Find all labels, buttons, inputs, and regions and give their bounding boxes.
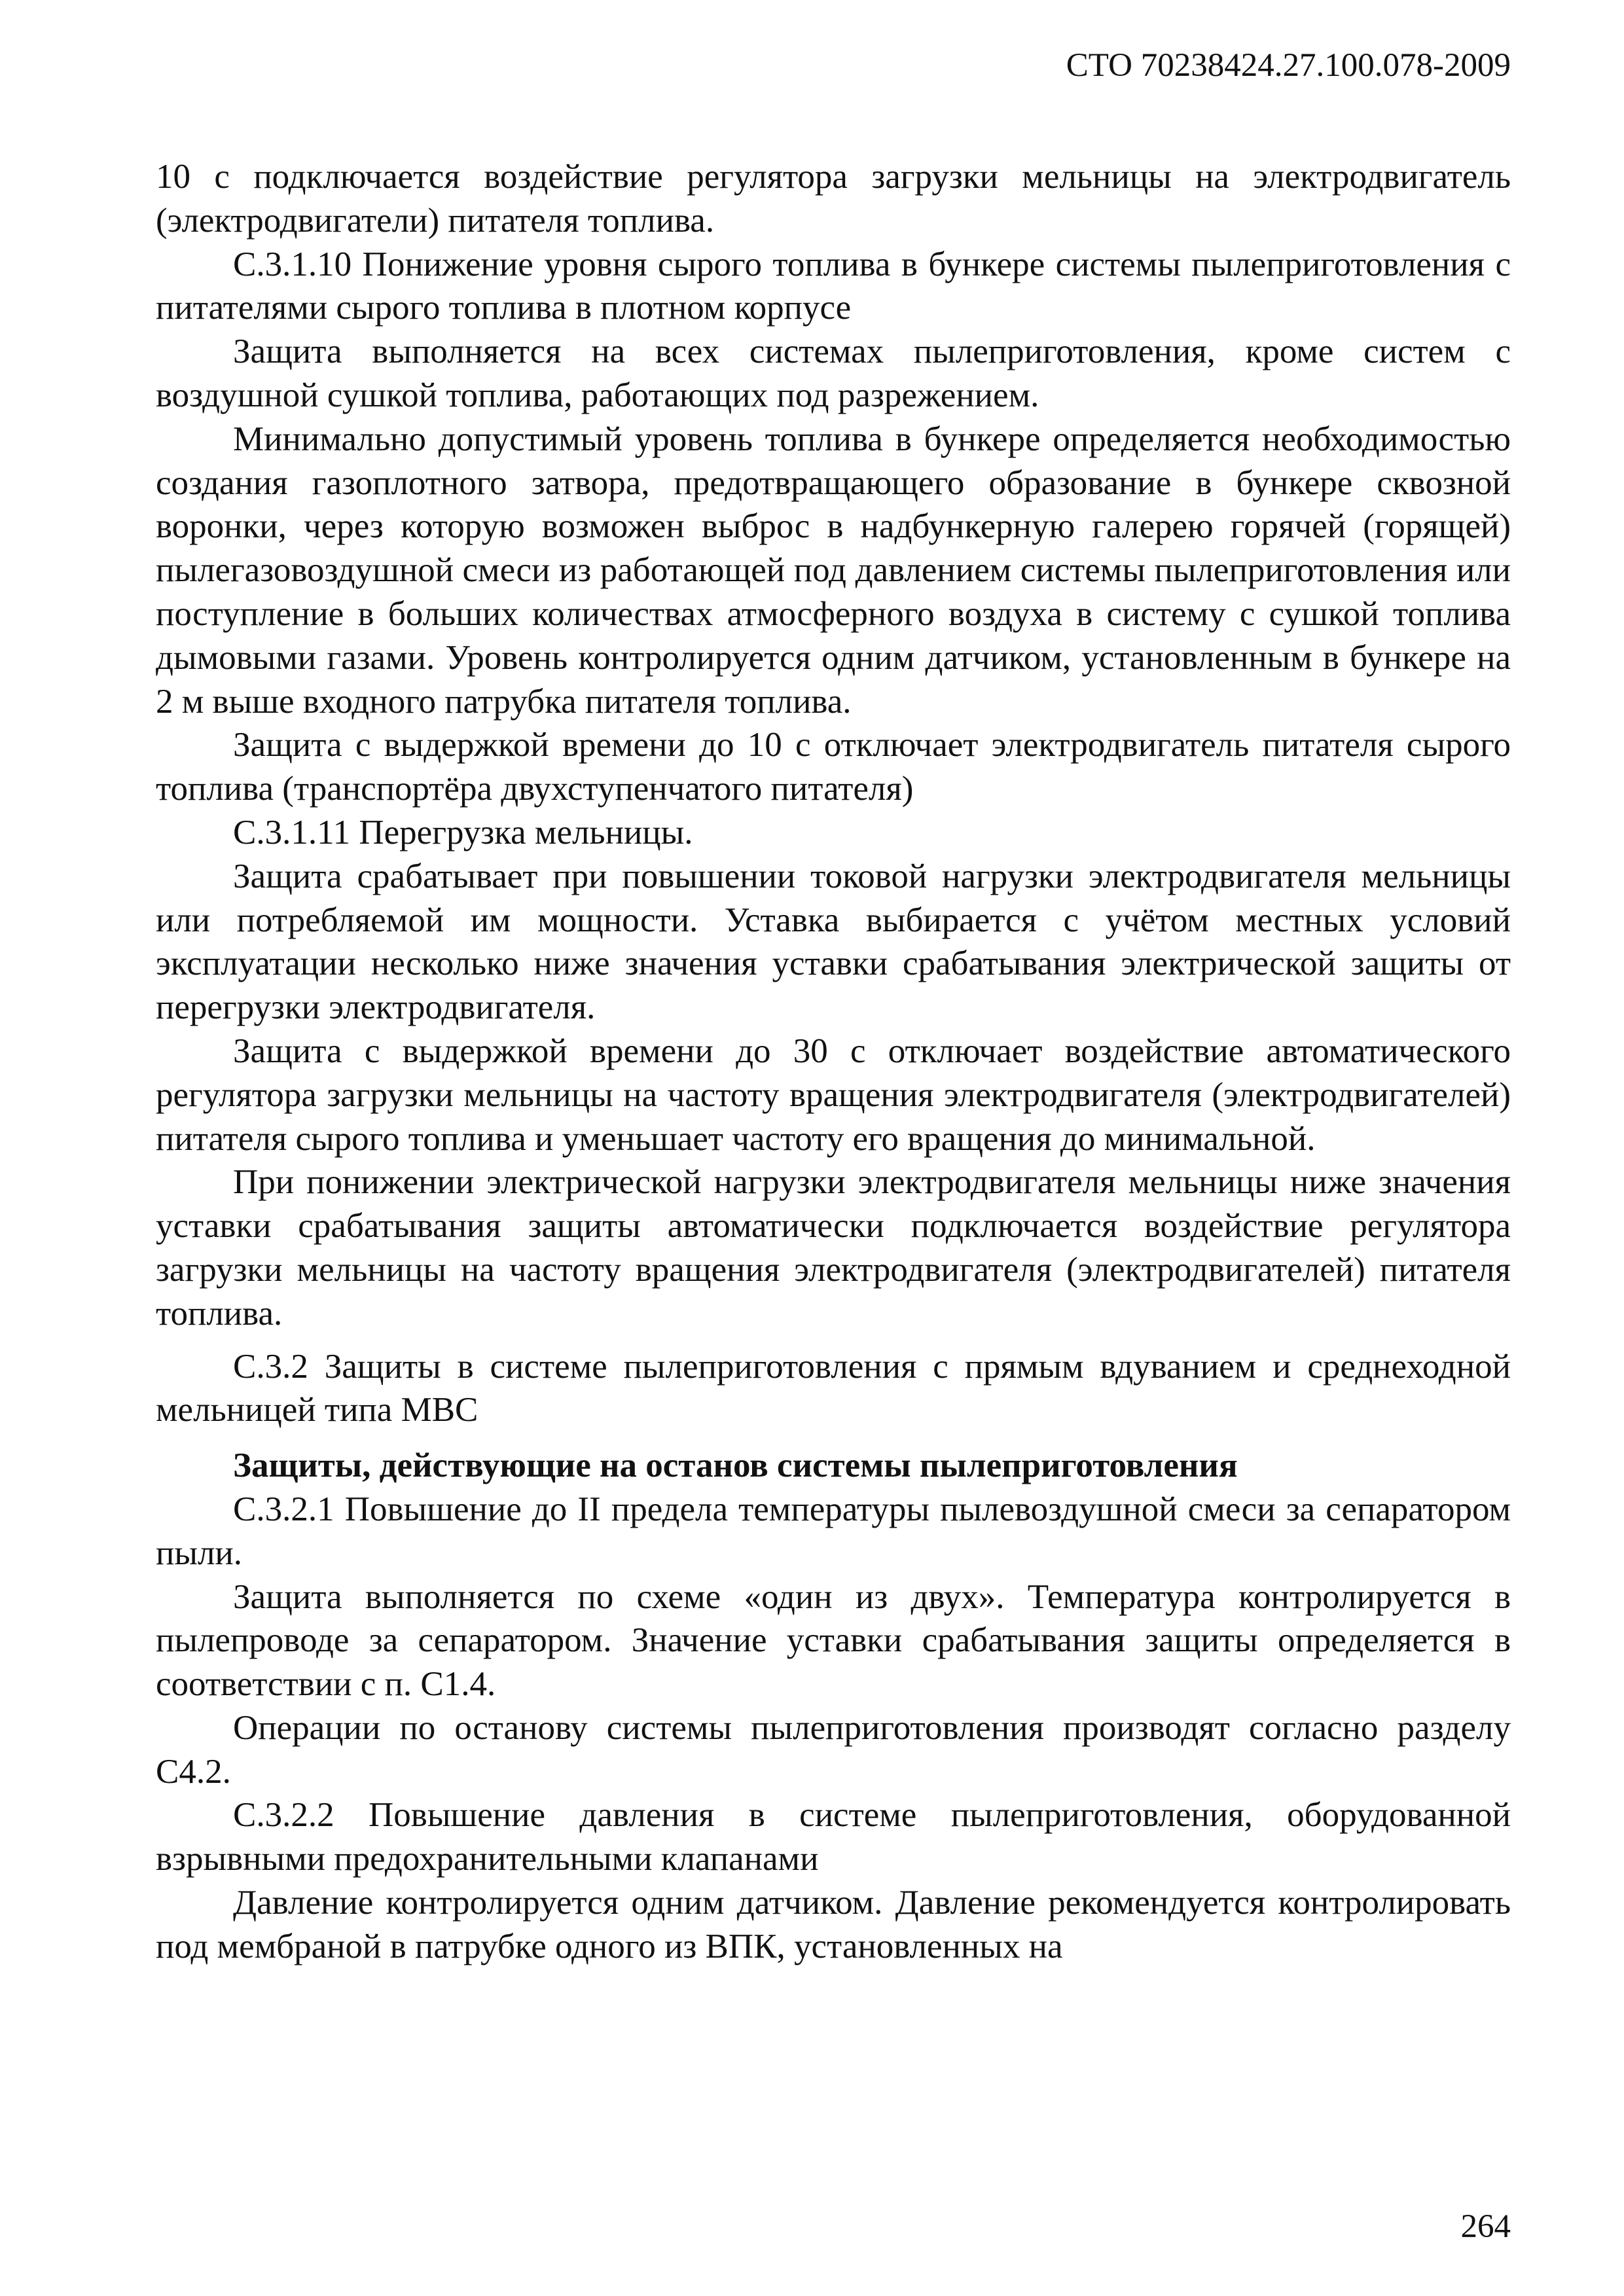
paragraph: Операции по останову системы пылеприготовления производят согласно разделу С4.2.: [156, 1708, 1511, 1791]
section-subheading: Защиты, действующие на останов системы пылеприготовления: [233, 1446, 1238, 1485]
clause-heading-c-3-1-11: С.3.1.11 Перегрузка мельницы.: [233, 813, 693, 852]
paragraph: Давление контролируется одним датчиком. Давление рекомендуется контролировать под мембраной в патрубке одного из ВПК, установленных на: [156, 1884, 1511, 1965]
paragraph: Защита выполняется по схеме «один из двух». Температура контролируется в пылепроводе за сепаратором. Значение уставки срабатывания защиты определяется в соответствии с п. С1.4.: [156, 1577, 1511, 1704]
clause-heading-c-3-2-2: С.3.2.2 Повышение давления в системе пылеприготовления, оборудованной взрывными предохранительными клапанами: [156, 1796, 1511, 1878]
document-code-header: СТО 70238424.27.100.078-2009: [1066, 47, 1511, 84]
clause-heading-c-3-1-10: С.3.1.10 Понижение уровня сырого топлива в бункере системы пылеприготовления с питателями сырого топлива в плотном корпусе: [156, 245, 1511, 327]
clause-heading-c-3-2: С.3.2 Защиты в системе пылеприготовления с прямым вдуванием и среднеходной мельницей типа МВС: [156, 1347, 1511, 1429]
clause-heading-c-3-2-1: С.3.2.1 Повышение до II предела температуры пылевоздушной смеси за сепаратором пыли.: [156, 1490, 1511, 1572]
paragraph-continuation: 10 с подключается воздействие регулятора загрузки мельницы на электродвигатель (электродвигатели) питателя топлива.: [156, 158, 1511, 240]
paragraph: Защита с выдержкой времени до 10 с отключает электродвигатель питателя сырого топлива (транспортёра двухступенчатого питателя): [156, 726, 1511, 808]
paragraph: Минимально допустимый уровень топлива в бункере определяется необходимостью создания газоплотного затвора, предотвращающего образование в бункере сквозной воронки, через которую возможен выброс в надбункерную галерею горячей (горящей) пылегазовоздушной смеси из работающей под давлением системы пылеприготовления или поступление в больших количествах атмосферного воздуха в систему с сушкой топлива дымовыми газами. Уровень контролируется одним датчиком, установленным в бункере на 2 м выше входного патрубка питателя топлива.: [156, 420, 1511, 721]
document-body: [156, 155, 1511, 1969]
page-number: 264: [1460, 2208, 1511, 2245]
paragraph: Защита с выдержкой времени до 30 с отключает воздействие автоматического регулятора загрузки мельницы на частоту вращения электродвигателя (электродвигателей) питателя сырого топлива и уменьшает частоту его вращения до минимальной.: [156, 1031, 1511, 1158]
paragraph: Защита выполняется на всех системах пылеприготовления, кроме систем с воздушной сушкой топлива, работающих под разрежением.: [156, 332, 1511, 414]
paragraph: Защита срабатывает при повышении токовой нагрузки электродвигателя мельницы или потребляемой им мощности. Уставка выбирается с учётом местных условий эксплуатации несколько ниже значения уставки срабатывания электрической защиты от перегрузки электродвигателя.: [156, 857, 1511, 1027]
paragraph: При понижении электрической нагрузки электродвигателя мельницы ниже значения уставки срабатывания защиты автоматически подключается воздействие регулятора загрузки мельницы на частоту вращения электродвигателя (электродвигателей) питателя топлива.: [156, 1163, 1511, 1333]
